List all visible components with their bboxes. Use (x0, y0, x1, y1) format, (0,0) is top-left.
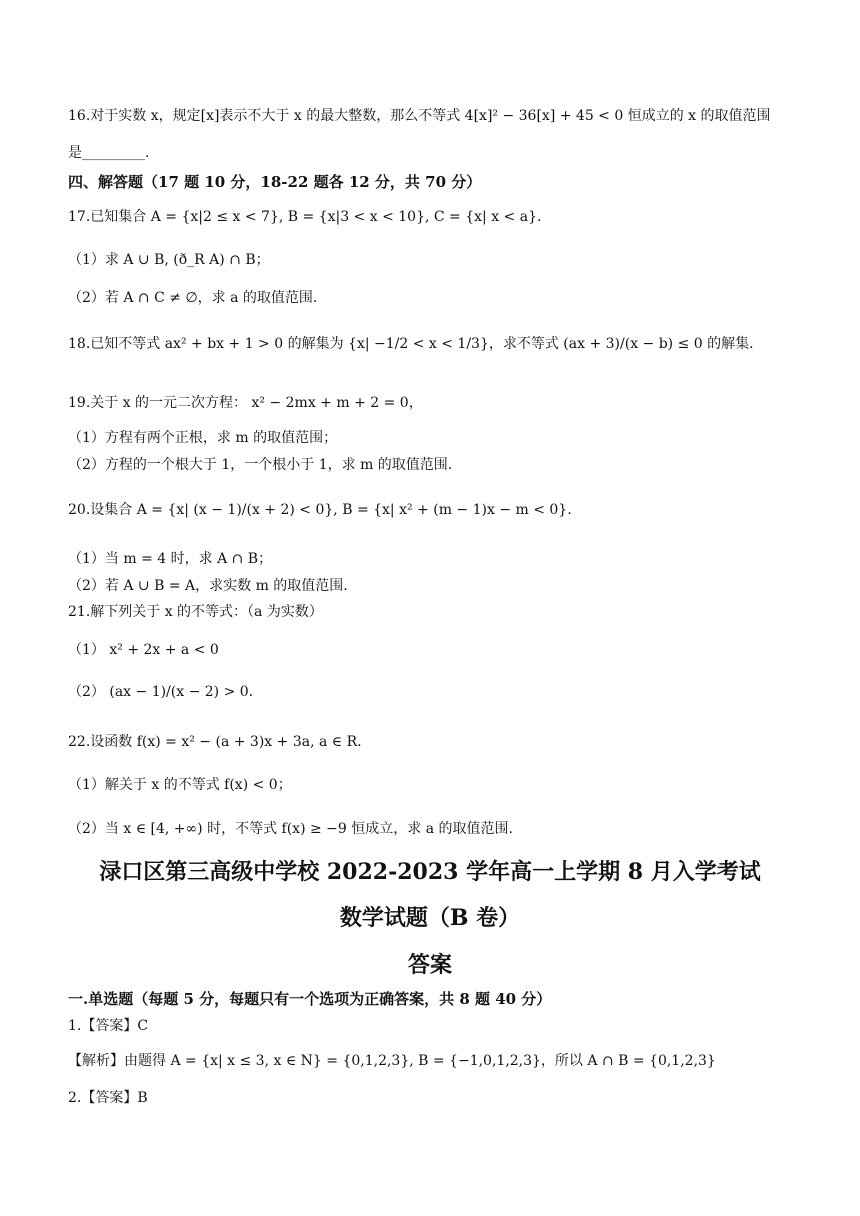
question-16-line1: 16.对于实数 x，规定[x]表示不大于 x 的最大整数，那么不等式 4[x]² − 36[x] + 45 < 0 恒成立的 x 的取值范围 (68, 108, 771, 124)
question-22-part2: （2）当 x ∈ [4, +∞) 时，不等式 f(x) ≥ −9 恒成立，求 a 的取值范围. (68, 821, 513, 837)
answer-sheet-subtitle: 数学试题（B 卷） (339, 905, 521, 931)
question-16-line2: 是_________. (68, 145, 150, 161)
section-heading-4: 四、解答题（17 题 10 分，18-22 题各 12 分，共 70 分） (68, 173, 482, 191)
question-21-part2: （2） (ax − 1)/(x − 2) > 0. (68, 684, 254, 700)
question-17: 17.已知集合 A = {x|2 ≤ x < 7}, B = {x|3 < x < 10}, C = {x| x < a}. (68, 209, 542, 225)
question-19-part1: （1）方程有两个正根，求 m 的取值范围； (68, 430, 338, 446)
answer-heading: 答案 (407, 952, 452, 978)
question-18: 18.已知不等式 ax² + bx + 1 > 0 的解集为 {x| −1/2 < x < 1/3}，求不等式 (ax + 3)/(x − b) ≤ 0 的解集. (68, 336, 754, 352)
question-17-part1: （1）求 A ∪ B, (ð_R A) ∩ B； (68, 252, 270, 268)
question-20-part2: （2）若 A ∪ B = A，求实数 m 的取值范围. (68, 578, 348, 594)
answer-sheet-title: 渌口区第三高级中学校 2022-2023 学年高一上学期 8 月入学考试 (99, 859, 761, 885)
answer-1-explanation: 【解析】由题得 A = {x| x ≤ 3, x ∈ N} = {0,1,2,3}, B = {−1,0,1,2,3}，所以 A ∩ B = {0,1,2,3} (68, 1053, 716, 1069)
section-heading-1: 一.单选题（每题 5 分，每题只有一个选项为正确答案，共 8 题 40 分） (68, 990, 552, 1008)
answer-1: 1.【答案】C (68, 1018, 149, 1034)
question-22: 22.设函数 f(x) = x² − (a + 3)x + 3a, a ∈ R. (68, 734, 362, 750)
answer-2: 2.【答案】B (68, 1090, 148, 1106)
question-21-part1: （1） x² + 2x + a < 0 (68, 642, 219, 658)
question-20: 20.设集合 A = {x| (x − 1)/(x + 2) < 0}, B = {x| x² + (m − 1)x − m < 0}. (68, 502, 572, 518)
question-19-part2: （2）方程的一个根大于 1，一个根小于 1，求 m 的取值范围. (68, 457, 453, 473)
question-17-part2: （2）若 A ∩ C ≠ ∅，求 a 的取值范围. (68, 290, 318, 306)
question-19: 19.关于 x 的一元二次方程： x² − 2mx + m + 2 = 0， (68, 395, 423, 411)
question-20-part1: （1）当 m = 4 时，求 A ∩ B； (68, 551, 273, 567)
question-22-part1: （1）解关于 x 的不等式 f(x) < 0； (68, 777, 292, 793)
question-21: 21.解下列关于 x 的不等式：（a 为实数） (68, 604, 323, 620)
